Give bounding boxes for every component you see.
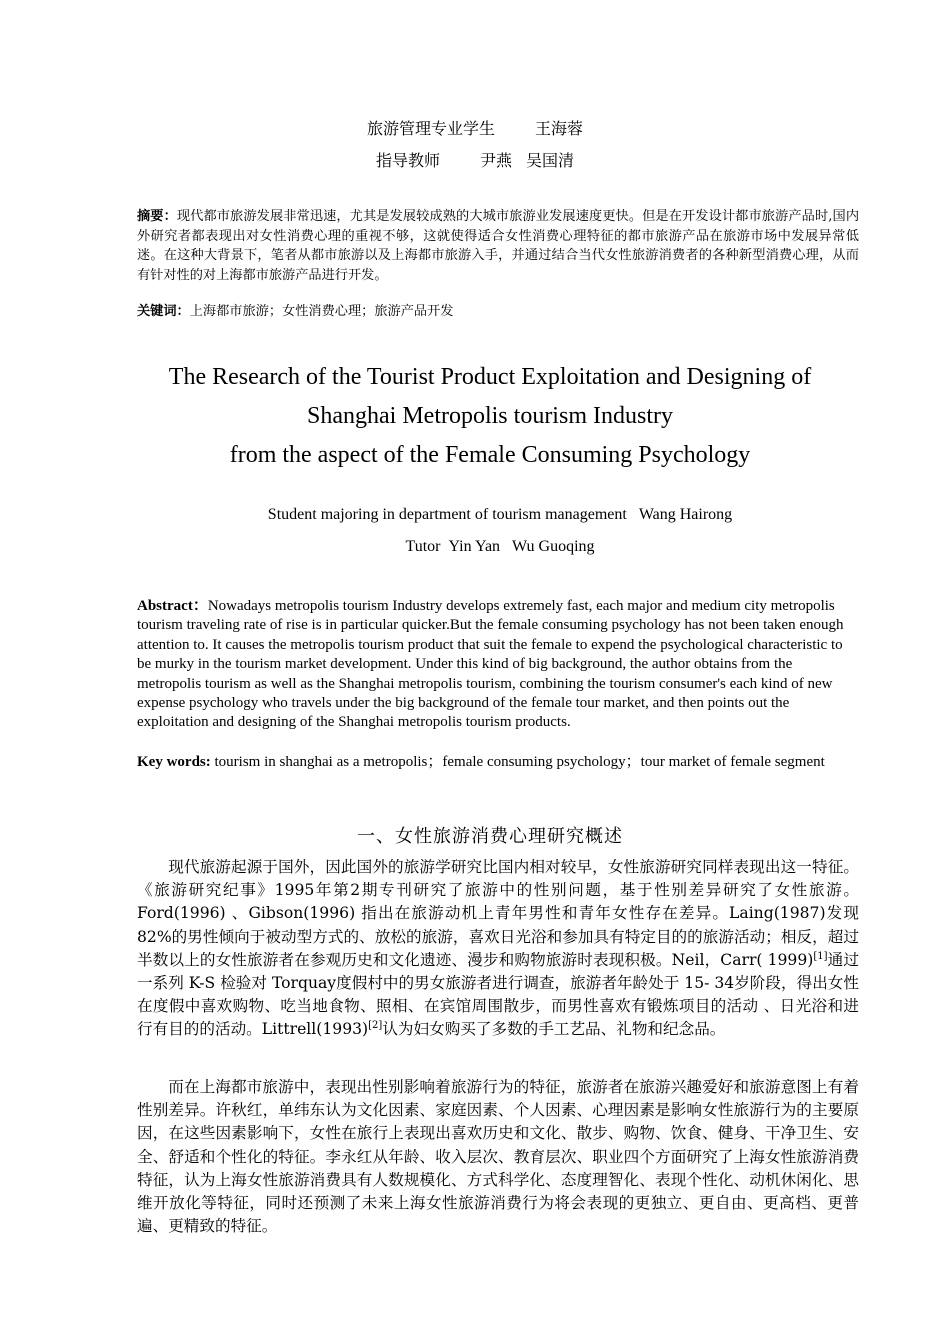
body-para-1-part-a: 现代旅游起源于国外，因此国外的旅游学研究比国内相对较早，女性旅游研究同样表现出这一特征。《旅游研究纪事》1995年第2期专刊研究了旅游中的性别问题，基于性别差异研究了女性旅游。Ford(1996) 、Gibson(1996) 指出在旅游动机上青年男性和青年女性存在差异。Laing(1987)发现 82%的男性倾向于被动型方式的、放松的旅游，喜欢日光浴和参加具有特定目的的旅游活动；相反，超过半数以上的女性旅游者在参观历史和文化遗迹、漫步和购物旅游时表现积极。Neil，Carr( 1999) <box>137 858 859 969</box>
en-keywords-label: Key words: <box>137 754 211 770</box>
en-tutor-name-1: Yin Yan <box>448 538 501 555</box>
body-paragraph-2 <box>137 1076 859 1238</box>
body-para-1-part-b: 通过一系列 K-S 检验对 Torquay度假村中的男女旅游者进行调查，旅游者年龄处于 15- 34岁阶段，得出女性在度假中喜欢购物、吃当地食物、照相、在宾馆周围散步，而男性喜欢有锻炼项目的活动 、日光浴和进行有目的的活动。Littrell(1993) <box>137 950 859 1039</box>
cn-keywords-text: 上海都市旅游；女性消费心理；旅游产品开发 <box>189 304 454 319</box>
cn-tutor-name-1: 尹燕 <box>479 151 512 170</box>
en-abstract-text: Nowadays metropolis tourism Industry develops extremely fast, each major and medium city metropolis tourism traveling rate of rise is in particular quicker.But the female consuming psychology has not been taken enough attention to. It causes the metropolis tourism product that suit the female to expend the psychological characteristic to be murky in the tourism market development. Under this kind of big background, the author obtains from the metropolis tourism as well as the Shanghai metropolis tourism, combining the tourism consumer's each kind of new expense psychology who travels under the big background of the female tour market, and then points out the exploitation and designing of the Shanghai metropolis tourism products. <box>137 598 844 731</box>
en-abstract <box>137 597 859 733</box>
en-tutor-label: Tutor <box>405 538 441 555</box>
cn-student-line <box>0 116 950 139</box>
cn-tutor-line <box>0 148 950 171</box>
cn-abstract-text: 现代都市旅游发展非常迅速，尤其是发展较成熟的大城市旅游业发展速度更快。但是在开发设计都市旅游产品时,国内外研究者都表现出对女性消费心理的重视不够，这就使得适合女性消费心理特征的都市旅游产品在旅游市场中发展异常低迷。在这种大背景下，笔者从都市旅游以及上海都市旅游入手，并通过结合当代女性旅游消费者的各种新型消费心理，从而有针对性的对上海都市旅游产品进行开发。 <box>137 209 860 283</box>
en-title-line-1: The Research of the Tourist Product Exploitation and Designing of <box>168 364 812 390</box>
en-student-label: Student majoring in department of tourism management <box>267 506 627 523</box>
citation-2: [2] <box>368 1020 383 1032</box>
citation-1: [1] <box>813 950 828 962</box>
en-tutor-line <box>140 538 860 556</box>
cn-abstract-label: 摘要： <box>137 209 177 224</box>
en-student-name: Wang Hairong <box>638 506 733 523</box>
body-para-1-part-c: 认为妇女购买了多数的手工艺品、礼物和纪念品。 <box>382 1020 726 1039</box>
cn-abstract <box>137 207 859 285</box>
cn-student-label: 旅游管理专业学生 <box>366 119 495 138</box>
section-heading: 一、女性旅游消费心理研究概述 <box>357 826 623 847</box>
en-keywords-text: tourism in shanghai as a metropolis；female consuming psychology；tour market of female segment <box>214 754 825 770</box>
en-keywords <box>137 753 859 772</box>
en-title <box>100 358 880 475</box>
en-student-line <box>140 506 860 524</box>
cn-keywords-label: 关键词： <box>137 304 190 319</box>
body-para-2-text: 而在上海都市旅游中，表现出性别影响着旅游行为的特征，旅游者在旅游兴趣爱好和旅游意图上有着性别差异。许秋红，单纬东认为文化因素、家庭因素、个人因素、心理因素是影响女性旅游行为的主要原因，在这些因素影响下，女性在旅行上表现出喜欢历史和文化、散步、购物、饮食、健身、干净卫生、安全、舒适和个性化的特征。李永红从年龄、收入层次、教育层次、职业四个方面研究了上海女性旅游消费特征，认为上海女性旅游消费具有人数规模化、方式科学化、态度理智化、表现个性化、动机休闲化、思维开放化等特征，同时还预测了未来上海女性旅游消费行为将会表现的更独立、更自由、更高档、更普遍、更精致的特征。 <box>137 1078 859 1236</box>
cn-tutor-label: 指导教师 <box>375 151 440 170</box>
cn-keywords <box>137 302 859 322</box>
body-paragraph-1 <box>137 856 859 1042</box>
en-title-line-3: from the aspect of the Female Consuming Psychology <box>229 442 751 468</box>
cn-student-name: 王海蓉 <box>535 119 584 138</box>
en-abstract-label: Abstract： <box>137 598 208 614</box>
en-tutor-name-2: Wu Guoqing <box>512 538 595 555</box>
cn-tutor-name-2: 吴国清 <box>526 151 575 170</box>
en-title-line-2: Shanghai Metropolis tourism Industry <box>307 403 673 429</box>
